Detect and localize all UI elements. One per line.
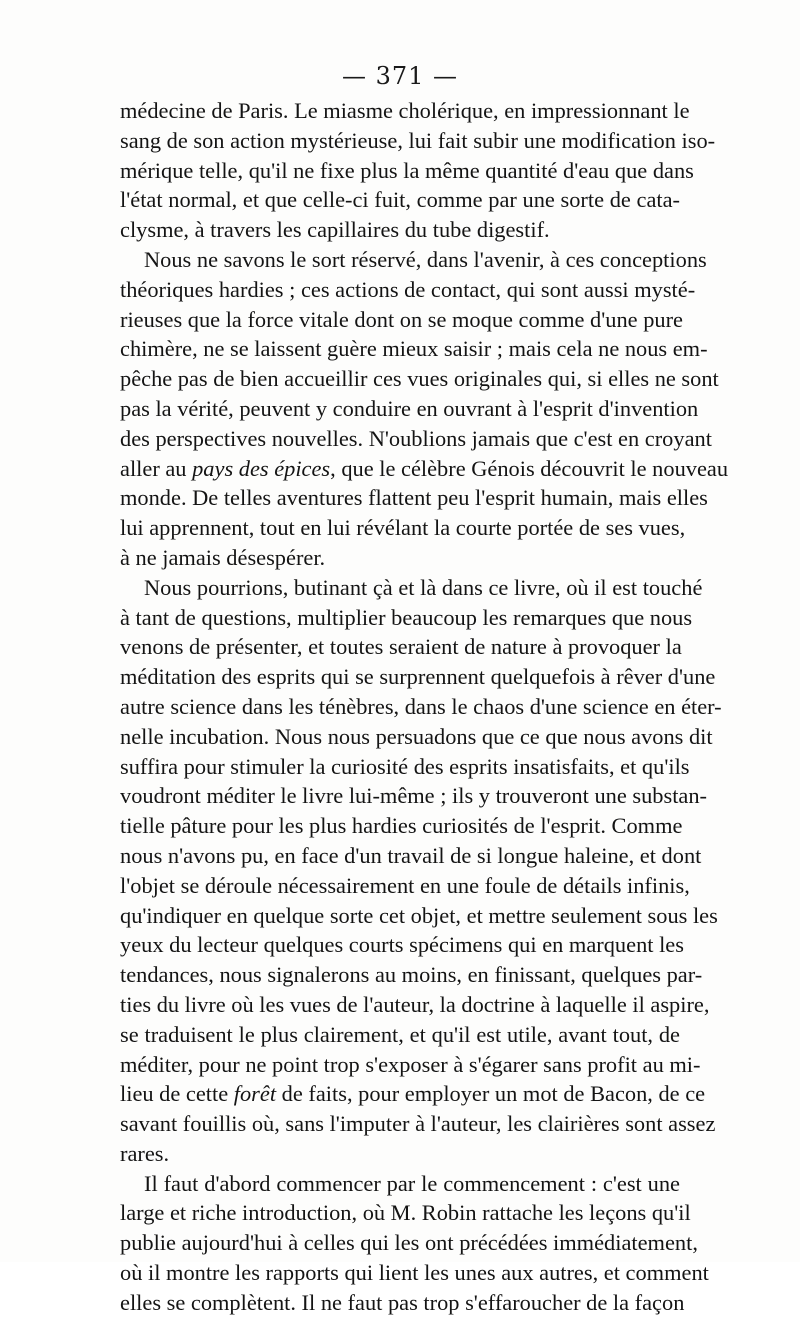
text-line: nous n'avons pu, en face d'un travail de si longue haleine, et dont [120, 842, 702, 868]
text-line: pêche pas de bien accueillir ces vues originales qui, si elles ne sont [120, 366, 719, 392]
text-line: mérique telle, qu'il ne fixe plus la même quantité d'eau que dans [120, 157, 694, 183]
text-line: suffira pour stimuler la curiosité des esprits insatisfaits, et qu'ils [120, 753, 690, 779]
text-line: voudront méditer le livre lui-même ; ils y trouveront une substan- [120, 783, 707, 809]
text-line: des perspectives nouvelles. N'oublions jamais que c'est en croyant [120, 425, 712, 451]
text-line: venons de présenter, et toutes seraient de nature à provoquer la [120, 634, 682, 660]
text-line: tendances, nous signalerons au moins, en finissant, quelques par- [120, 962, 703, 988]
text-line: théoriques hardies ; ces actions de contact, qui sont aussi mysté- [120, 276, 696, 302]
text-line: médecine de Paris. Le miasme cholérique, en impressionnant le [120, 98, 690, 123]
text-line: Nous ne savons le sort réservé, dans l'avenir, à ces conceptions [144, 246, 707, 272]
text-line: sang de son action mystérieuse, lui fait subir une modification iso- [120, 127, 716, 153]
text-line: tielle pâture pour les plus hardies curiosités de l'esprit. Comme [120, 813, 683, 839]
text-line: monde. De telles aventures flattent peu l'esprit humain, mais elles [120, 485, 708, 511]
page-number: — 371 — [341, 62, 459, 90]
text-line: large et riche introduction, où M. Robin rattache les leçons qu'il [120, 1200, 691, 1226]
text-line: méditer, pour ne point trop s'exposer à s'égarer sans profit au mi- [120, 1051, 701, 1077]
text-line: l'objet se déroule nécessairement en une foule de détails infinis, [120, 872, 690, 898]
text-line: lui apprennent, tout en lui révélant la courte portée de ses vues, [120, 515, 686, 541]
text-line: Nous pourrions, butinant çà et là dans ce livre, où il est touché [144, 574, 703, 600]
text-line: à ne jamais désespérer. [120, 544, 326, 570]
text-line: méditation des esprits qui se surprennent quelquefois à rêver d'une [120, 664, 716, 690]
text-line: publie aujourd'hui à celles qui les ont précédées immédiatement, [120, 1230, 698, 1256]
text-line: nelle incubation. Nous nous persuadons que ce que nous avons dit [120, 723, 713, 749]
text-line: à tant de questions, multiplier beaucoup les remarques que nous [120, 604, 693, 630]
body-text [120, 96, 729, 1318]
text-line: clysme, à travers les capillaires du tube digestif. [120, 217, 550, 243]
text-line: elles se complètent. Il ne faut pas trop s'effaroucher de la façon [120, 1289, 685, 1315]
text-line: savant fouillis où, sans l'imputer à l'auteur, les clairières sont assez [120, 1111, 716, 1137]
text-line: où il montre les rapports qui lient les unes aux autres, et comment [120, 1260, 709, 1286]
text-line: qu'indiquer en quelque sorte cet objet, et mettre seulement sous les [120, 902, 718, 928]
text-line: yeux du lecteur quelques courts spécimens qui en marquent les [120, 932, 684, 958]
text-line: ties du livre où les vues de l'auteur, la doctrine à laquelle il aspire, [120, 991, 710, 1017]
text-line: aller au pays des épices, que le célèbre Génois découvrit le nouveau [120, 455, 729, 481]
text-line: rares. [120, 1140, 170, 1166]
text-line: se traduisent le plus clairement, et qu'il est utile, avant tout, de [120, 1021, 680, 1047]
text-line: lieu de cette forêt de faits, pour employer un mot de Bacon, de ce [120, 1081, 706, 1107]
text-line: rieuses que la force vitale dont on se moque comme d'une pure [120, 306, 683, 332]
text-line: chimère, ne se laissent guère mieux saisir ; mais cela ne nous em- [120, 336, 708, 362]
text-line: autre science dans les ténèbres, dans le chaos d'une science en éter- [120, 693, 722, 719]
text-line: l'état normal, et que celle-ci fuit, comme par une sorte de cata- [120, 187, 680, 213]
text-line: pas la vérité, peuvent y conduire en ouvrant à l'esprit d'invention [120, 395, 699, 421]
text-line: Il faut d'abord commencer par le commencement : c'est une [144, 1170, 680, 1196]
